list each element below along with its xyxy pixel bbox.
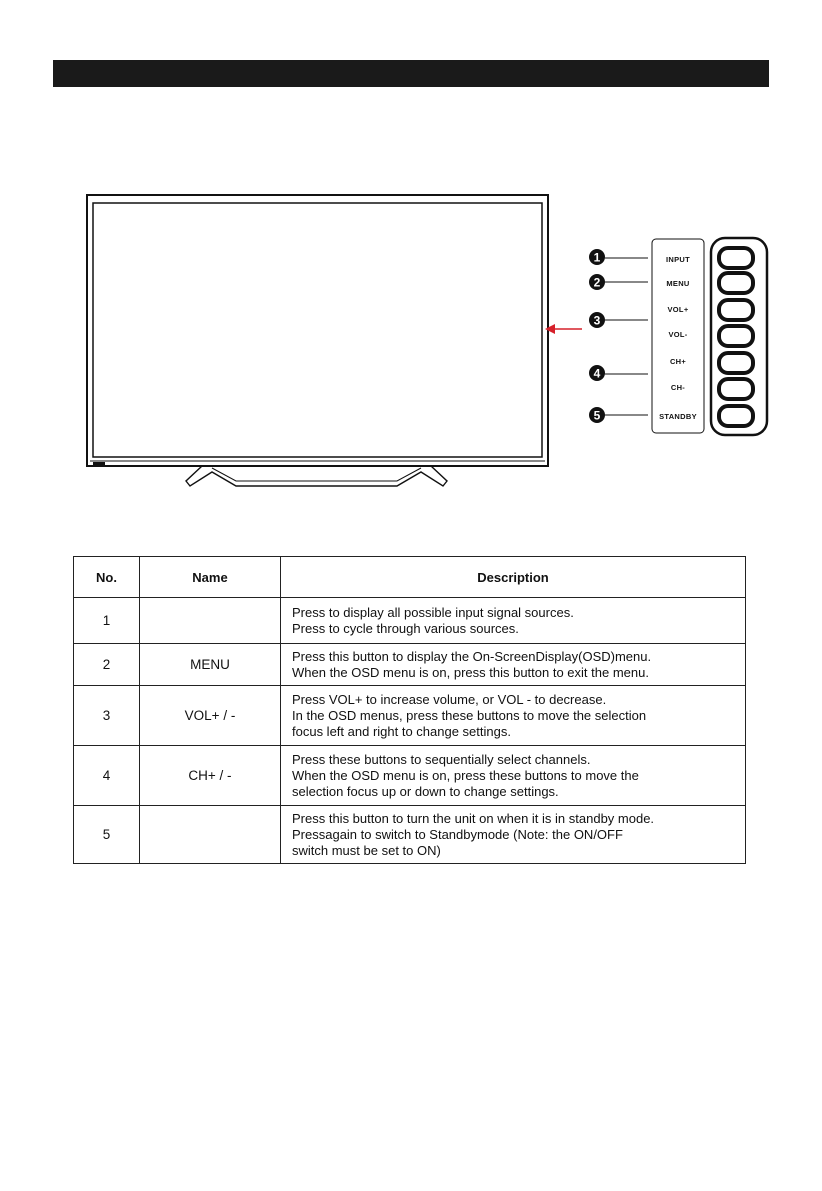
- tv-diagram: [0, 0, 822, 540]
- tv-ir-window: [93, 462, 105, 467]
- tv-stand-inner: [212, 468, 421, 481]
- svg-text:4: 4: [593, 366, 601, 381]
- row-description: Press these buttons to sequentially select channels. When the OSD menu is on, press these buttons to move the selection focus up or down to change settings.: [281, 746, 746, 806]
- tv-button-input[interactable]: [719, 248, 753, 268]
- label-menu: MENU: [666, 279, 690, 288]
- pointer-arrow-icon: [545, 324, 582, 334]
- label-vol-minus: VOL-: [668, 330, 688, 339]
- row-name: [140, 806, 281, 864]
- label-standby: STANDBY: [659, 412, 697, 421]
- row-name: CH+ / -: [140, 746, 281, 806]
- table-row: [74, 644, 746, 686]
- table-row: [74, 686, 746, 746]
- row-no: 3: [74, 686, 140, 746]
- svg-text:3: 3: [593, 313, 601, 328]
- label-ch-minus: CH-: [670, 383, 686, 392]
- header-no: No.: [74, 557, 140, 598]
- svg-text:2: 2: [593, 275, 601, 290]
- tv-button-menu[interactable]: [719, 273, 753, 293]
- tv-button-vol-minus[interactable]: [719, 326, 753, 346]
- header-description: Description: [281, 557, 746, 598]
- tv-button-ch-plus[interactable]: [719, 353, 753, 373]
- row-description: Press to display all possible input signal sources. Press to cycle through various sources.: [281, 598, 746, 644]
- tv-button-standby[interactable]: [719, 406, 753, 426]
- header-name: Name: [140, 557, 281, 598]
- tv-button-ch-minus[interactable]: [719, 379, 753, 399]
- tv-frame: [87, 195, 548, 466]
- label-ch-plus: CH+: [669, 357, 687, 366]
- row-no: 2: [74, 644, 140, 686]
- tv-button-vol-plus[interactable]: [719, 300, 753, 320]
- button-function-table: [73, 556, 746, 864]
- row-description: Press this button to display the On-ScreenDisplay(OSD)menu. When the OSD menu is on, press this button to exit the menu.: [281, 644, 746, 686]
- tv-stand: [186, 466, 447, 486]
- svg-text:1: 1: [593, 250, 601, 265]
- tv-screen: [93, 203, 542, 457]
- table-row: [74, 746, 746, 806]
- svg-text:5: 5: [593, 408, 601, 423]
- table-header-row: [74, 557, 746, 598]
- table-row: [74, 598, 746, 644]
- row-name: MENU: [140, 644, 281, 686]
- row-description: Press this button to turn the unit on when it is in standby mode. Pressagain to switch to Standbymode (Note: the ON/OFF switch must be set to ON): [281, 806, 746, 864]
- label-vol-plus: VOL+: [667, 305, 689, 314]
- row-no: 4: [74, 746, 140, 806]
- row-description: Press VOL+ to increase volume, or VOL - to decrease. In the OSD menus, press these buttons to move the selection focus left and right to change settings.: [281, 686, 746, 746]
- row-no: 5: [74, 806, 140, 864]
- label-input: INPUT: [666, 255, 690, 264]
- row-name: [140, 598, 281, 644]
- row-no: 1: [74, 598, 140, 644]
- row-name: VOL+ / -: [140, 686, 281, 746]
- table-row: [74, 806, 746, 864]
